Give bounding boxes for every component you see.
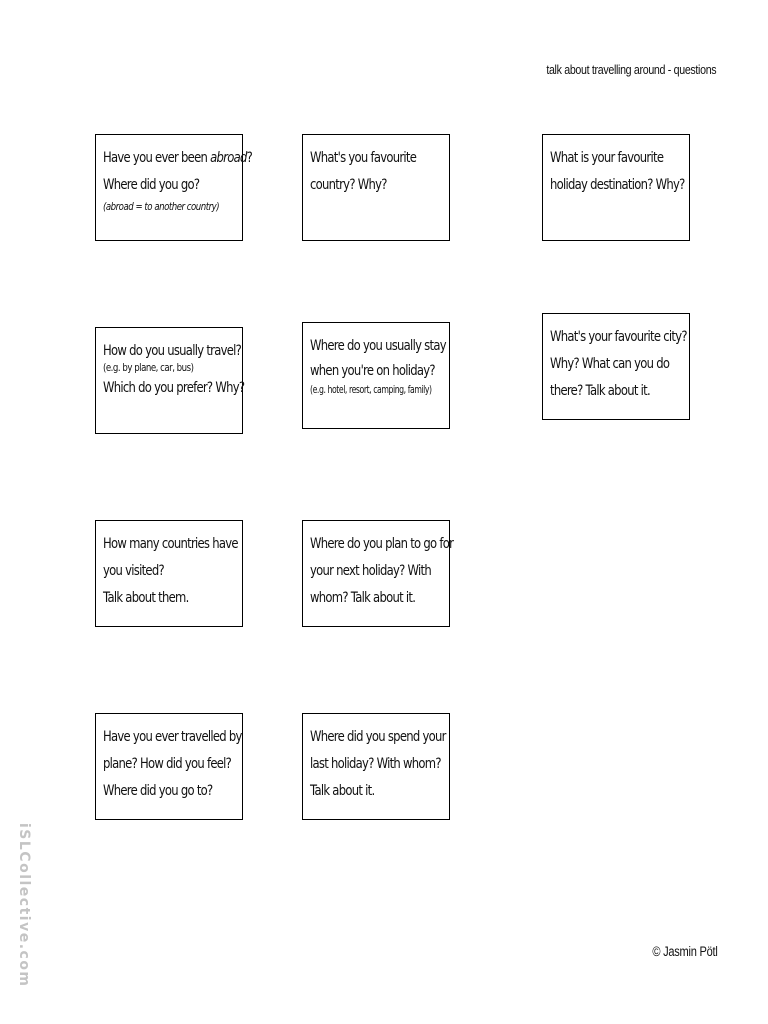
card-line: country? Why?: [310, 177, 387, 193]
card-line: How many countries have: [103, 536, 238, 552]
card-line: whom? Talk about it.: [310, 590, 416, 606]
card-line: Where do you usually stay: [310, 338, 446, 354]
question-card-favourite-city: [542, 313, 690, 420]
emphasized-word: abroad: [210, 150, 247, 166]
card-line: What's your favourite city?: [550, 329, 687, 345]
card-line: your next holiday? With: [310, 563, 432, 579]
question-card-abroad: [95, 134, 253, 241]
question-card-holiday-stay: [302, 322, 450, 429]
card-line: last holiday? With whom?: [310, 756, 441, 772]
card-line: Why? What can you do: [550, 356, 670, 372]
card-line: Where did you go to?: [103, 783, 213, 799]
site-watermark: iSLCollective.com: [16, 823, 32, 988]
question-card-next-holiday: [302, 520, 454, 627]
card-line: Where do you plan to go for: [310, 536, 454, 552]
card-note: (e.g. by plane, car, bus): [103, 362, 194, 374]
card-line: Which do you prefer? Why?: [103, 380, 245, 396]
card-note: (abroad = to another country): [103, 201, 220, 213]
card-line: Talk about it.: [310, 783, 375, 799]
question-card-countries-visited: [95, 520, 243, 627]
card-line: when you're on holiday?: [310, 363, 435, 379]
card-note: (e.g. hotel, resort, camping, family): [310, 384, 432, 396]
card-line: What is your favourite: [550, 150, 664, 166]
copyright-notice: © Jasmin Pötl: [652, 944, 718, 959]
card-line: How do you usually travel?: [103, 343, 242, 359]
card-line: What's you favourite: [310, 150, 417, 166]
question-card-holiday-destination: [542, 134, 690, 241]
card-line: Where did you spend your: [310, 729, 446, 745]
question-card-last-holiday: [302, 713, 450, 820]
question-card-plane-travel: [95, 713, 243, 820]
worksheet-title: talk about travelling around - questions: [546, 62, 716, 77]
card-line: Talk about them.: [103, 590, 189, 606]
card-line: plane? How did you feel?: [103, 756, 232, 772]
card-line: Have you ever travelled by: [103, 729, 242, 745]
question-card-favourite-country: [302, 134, 450, 241]
question-card-travel-mode: [95, 327, 243, 434]
card-line: holiday destination? Why?: [550, 177, 685, 193]
card-line: there? Talk about it.: [550, 383, 650, 399]
card-line: you visited?: [103, 563, 164, 579]
card-line: Where did you go?: [103, 177, 200, 193]
card-line: Have you ever been abroad?: [103, 150, 253, 166]
